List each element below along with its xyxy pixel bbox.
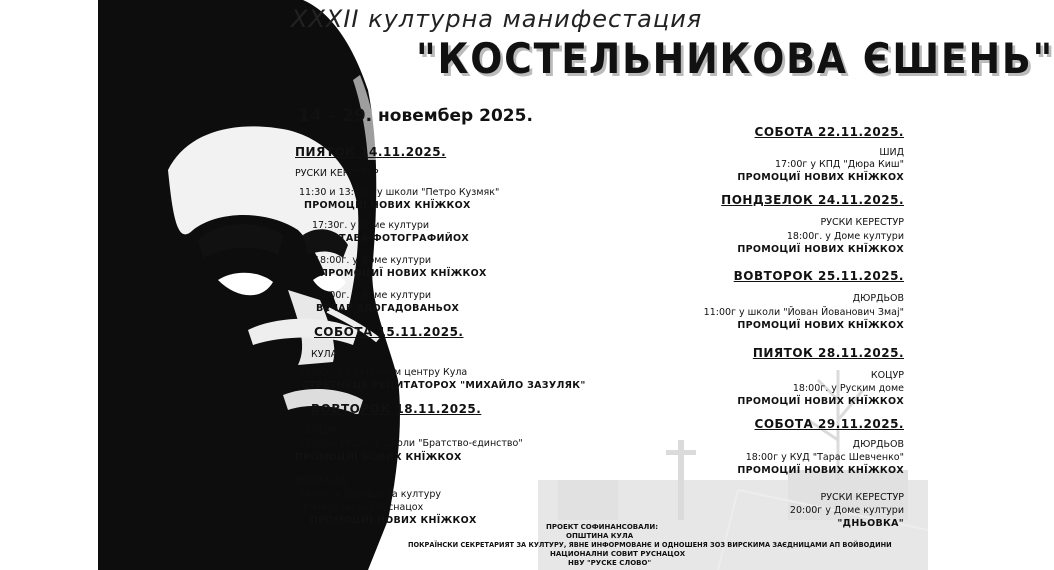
city: РУСКИ КЕРЕСТУР xyxy=(295,168,379,179)
city: НОВИ САД xyxy=(295,475,347,486)
day-heading: ВОВТОРОК 25.11.2025. xyxy=(733,269,904,283)
event-time: 15:00г. у Културним центру Кула xyxy=(299,367,468,378)
day-heading: СОБОТА 22.11.2025. xyxy=(754,125,904,139)
day-heading: СОБОТА 29.11.2025. xyxy=(754,417,904,431)
sponsor-line: ОПШТИНА КУЛА xyxy=(566,532,634,540)
event-time: 18:00г у КУД "Тарас Шевченко" xyxy=(745,452,904,463)
city: ДЮРДЬОВ xyxy=(852,439,904,450)
event-title: ПРОМОЦИЇ НОВИХ КНЇЖКОХ xyxy=(737,172,904,183)
event-title: ПРОМОЦИЇ НОВИХ КНЇЖКОХ xyxy=(310,515,477,526)
event-title: ПРОМОЦИЇ НОВИХ КНЇЖКОХ xyxy=(737,465,904,476)
event-time: 20:00г у Доме култури xyxy=(789,505,904,516)
city: ДЮРДЬОВ xyxy=(852,293,904,304)
event-time: 13:30 и 14:20г у школи "Братство-єдинство" xyxy=(299,438,523,449)
event-title: ПРОМОЦИЇ НОВИХ КНЇЖКОХ xyxy=(295,452,462,463)
day-heading: ВОВТОРОК 18.11.2025. xyxy=(311,402,482,416)
day-heading: ПИЯТОК 14.11.2025. xyxy=(295,145,447,159)
city: ШИД xyxy=(879,147,904,158)
sponsor-line: ПОКРАЇНСКИ СЕКРЕТАРИЯТ ЗА КУЛТУРУ, ЯВНЕ ИНФОРМОВАНЄ И ОДНОШЕНЯ ЗОЗ ВИРСКИМА ЗАЄДНИЦАМИ АП ВОЙВОДИНИ xyxy=(408,541,892,549)
event-time: 18:00г. у Руским доме xyxy=(792,383,904,394)
event-title: "ДНЬОВКА" xyxy=(837,518,904,529)
day-heading: ПИЯТОК 28.11.2025. xyxy=(752,346,904,360)
day-heading: СОБОТА 15.11.2025. xyxy=(314,325,464,339)
event-title: ПРОМОЦИЇ НОВИХ КНЇЖКОХ xyxy=(320,268,487,279)
sponsor-line: НВУ "РУСКЕ СЛОВО" xyxy=(568,559,652,567)
event-time: 20:00г. у Доме култури xyxy=(314,290,432,301)
day-heading: ПОНДЗЕЛОК 24.11.2025. xyxy=(721,193,904,207)
event-title: СТРЕТНУЦЕ РЕЦИТАТОРОХ "МИХАЙЛО ЗАЗУЛЯК" xyxy=(302,380,586,391)
poster xyxy=(98,0,1054,570)
sponsor-line: НАЦИОНАЛНИ СОВИТ РУСНАЦОХ xyxy=(550,550,686,558)
event-time: 11:30 и 13:10г. у школи "Петро Кузмяк" xyxy=(299,187,500,198)
event-time: 17:30г. у Доме култури xyxy=(312,220,430,231)
city: КУЛА xyxy=(311,349,338,360)
sponsor-label: ПРОЕКТ СОФИНАНСОВАЛИ: xyxy=(546,523,658,531)
city: КОЦУР xyxy=(305,425,339,436)
subtitle: XXXII културна манифестация xyxy=(291,5,703,33)
event-time: войводинских Руснацох xyxy=(303,502,424,513)
event-time: 18:00г. у Доме култури xyxy=(314,255,432,266)
city: КОЦУР xyxy=(870,370,904,381)
city: РУСКИ КЕРЕСТУР xyxy=(820,492,904,503)
event-title: ВЕЧАР ЗДОГАДОВАНЬОХ xyxy=(316,303,460,314)
event-time: 18:00г. у Доме култури xyxy=(786,231,904,242)
event-dates: 14 – 29. новембер 2025. xyxy=(298,106,533,126)
page-title: "КОСТЕЛЬНИКОВА ЄШЕНЬ" xyxy=(416,34,1054,83)
event-time: 17:00г у КПД "Дюра Киш" xyxy=(774,159,904,170)
event-time: 11:00г у школи "Йован Йованович Змај" xyxy=(703,307,904,318)
event-title: ПРОМОЦИЇ НОВИХ КНЇЖКОХ xyxy=(304,200,471,211)
event-title: ПРОМОЦИЇ НОВИХ КНЇЖКОХ xyxy=(737,320,904,331)
event-time: 18:00г у Заводзе за културу xyxy=(299,489,441,500)
event-title: ПРОМОЦИЇ НОВИХ КНЇЖКОХ xyxy=(737,244,904,255)
event-title: ВИСТАВА ФОТОГРАФИЙОХ xyxy=(316,233,470,244)
city: РУСКИ КЕРЕСТУР xyxy=(820,217,904,228)
event-title: ПРОМОЦИЇ НОВИХ КНЇЖКОХ xyxy=(737,396,904,407)
portrait-image xyxy=(98,0,418,570)
